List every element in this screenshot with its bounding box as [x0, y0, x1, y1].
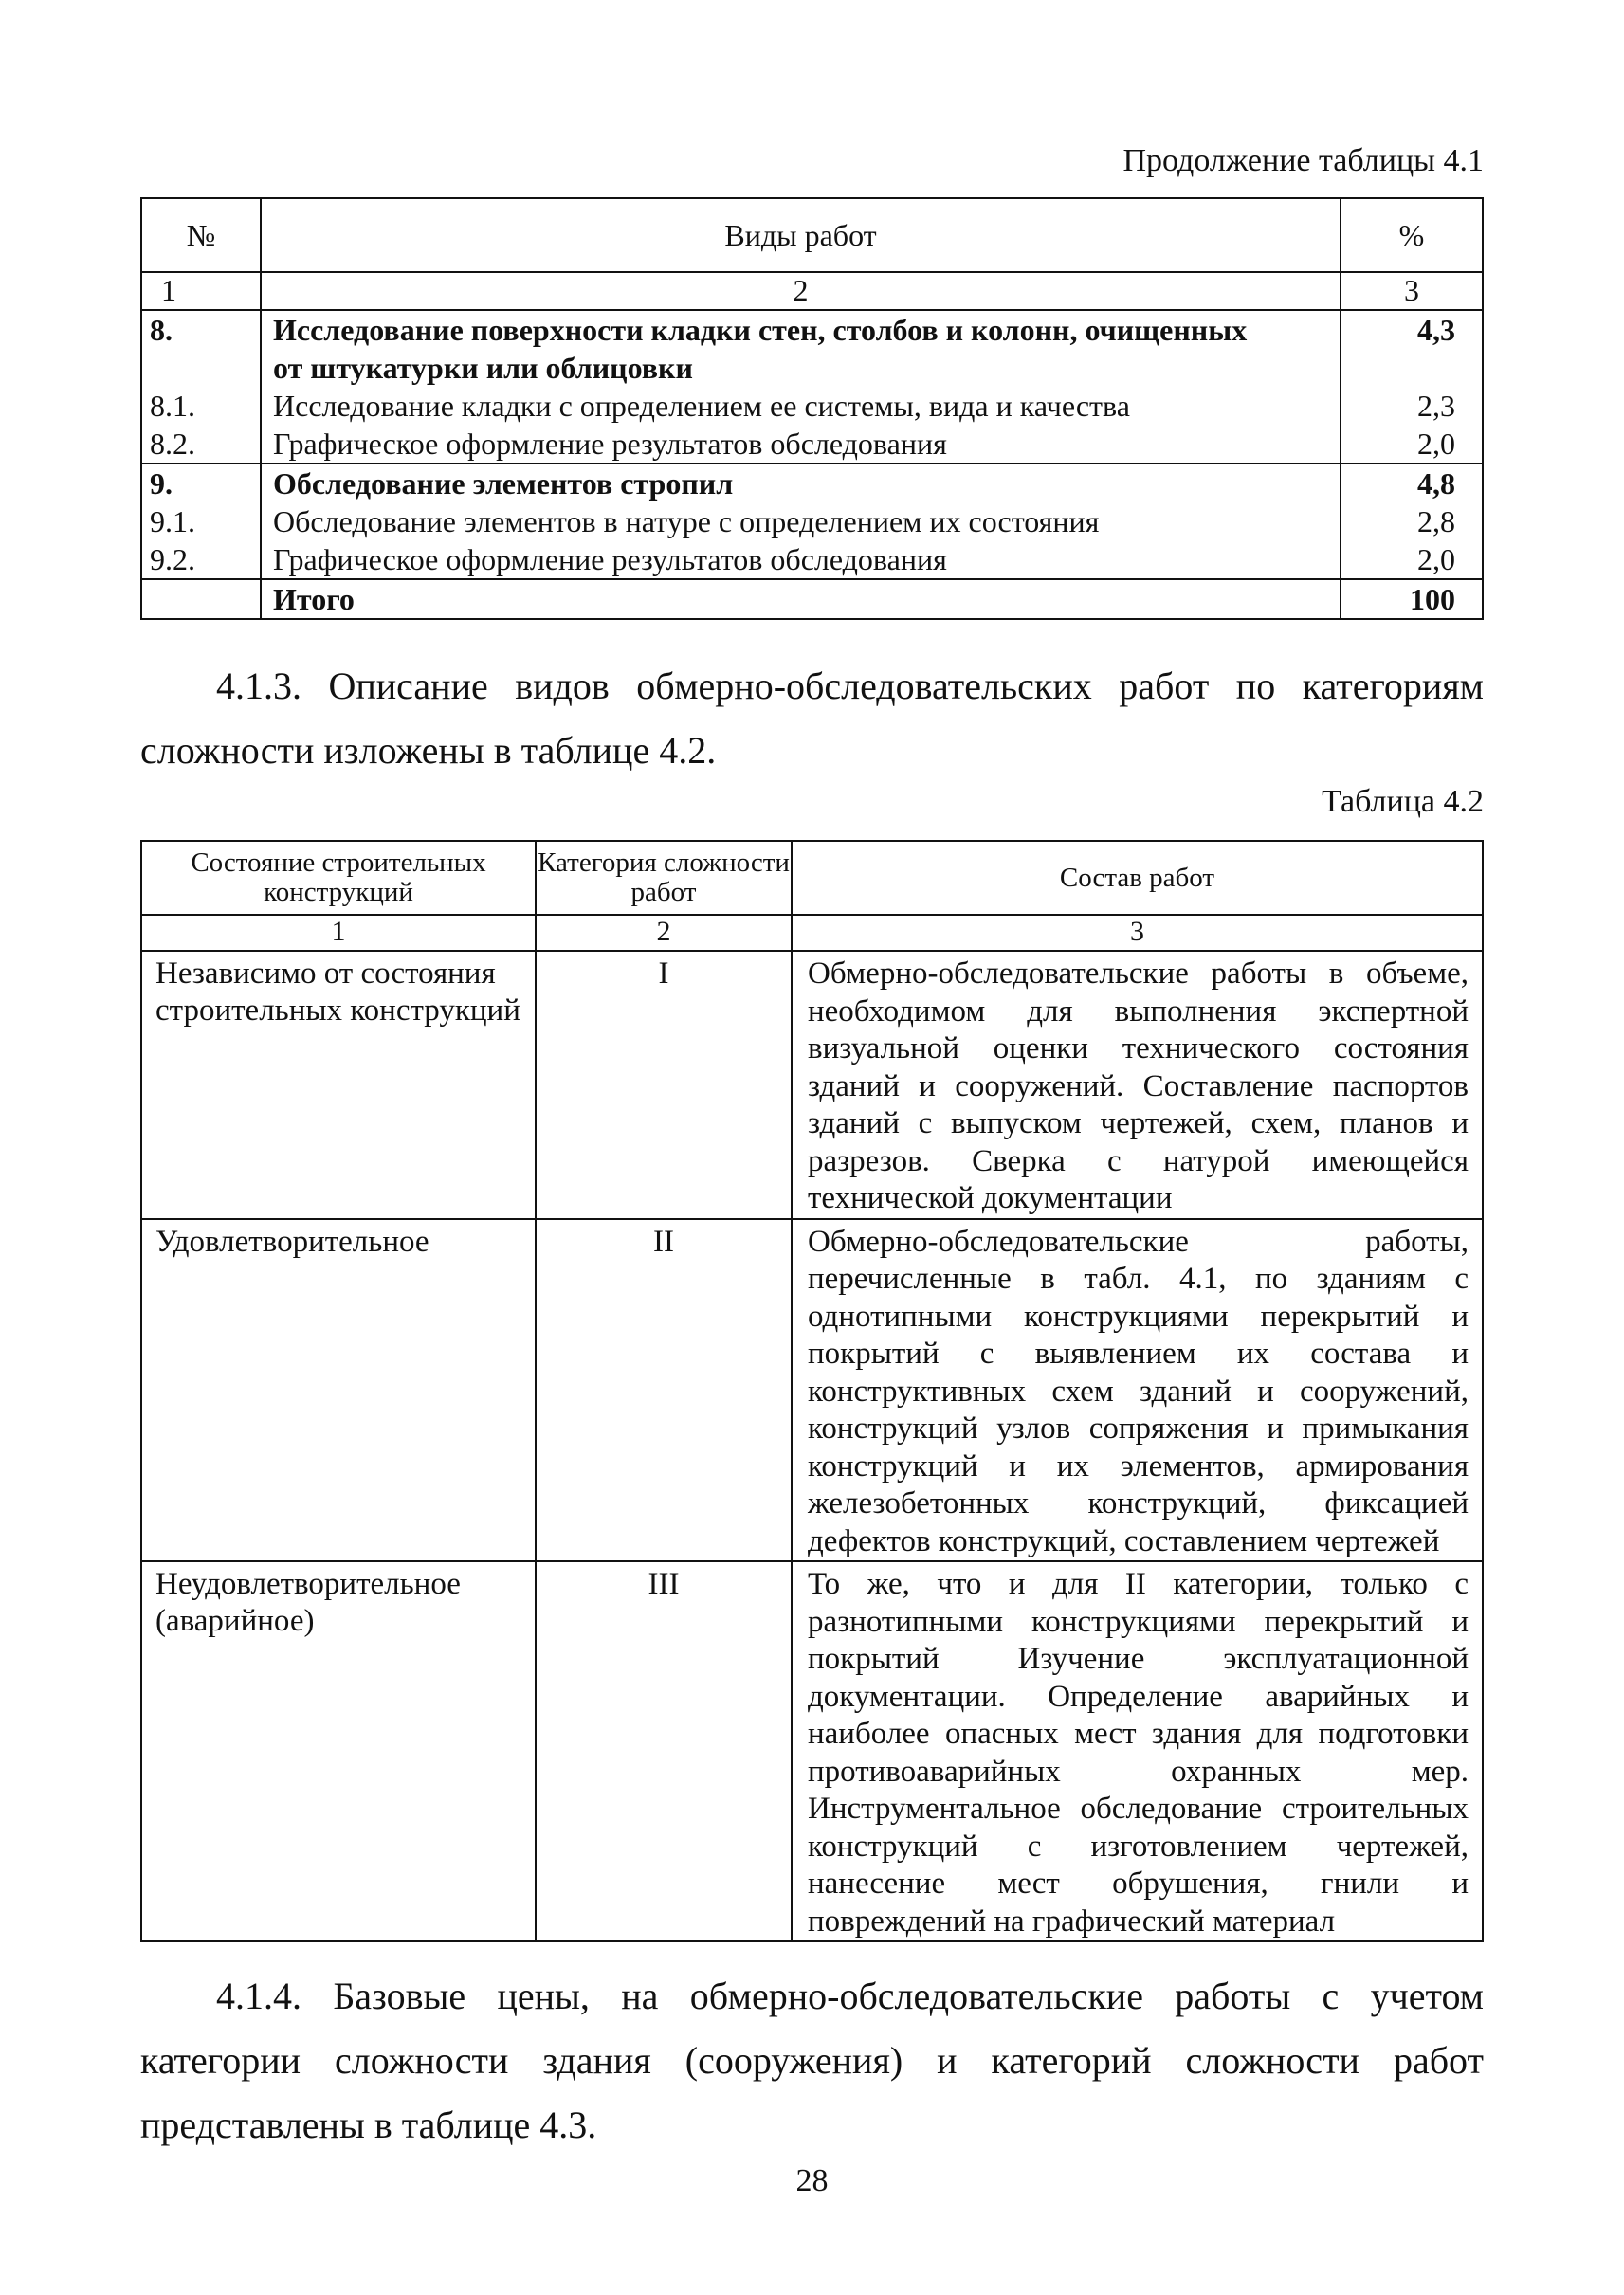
table2-state-cell: Неудовлетворительное (аварийное): [141, 1561, 536, 1941]
table2-category-cell: I: [536, 951, 792, 1219]
table1-colnum: 1: [141, 272, 261, 310]
paragraph-4-1-4: [140, 1964, 1484, 2158]
table2-row: [141, 1561, 1483, 1941]
table1-num-cell: [141, 464, 261, 579]
table2-header-category: Категория сложности работ: [536, 841, 792, 915]
table2-colnum: 3: [792, 915, 1483, 951]
table1-colnum: 2: [261, 272, 1341, 310]
table1-row-title: Графическое оформление результатов обследования: [273, 427, 947, 461]
table2-state-cell: Независимо от состояния строительных конструкций: [141, 951, 536, 1219]
table1-row-pct: 2,3: [1417, 389, 1455, 423]
table-4-1-continuation: [140, 197, 1484, 620]
table1-row-num: 9.2.: [150, 542, 195, 576]
table2-header-content: Состав работ: [792, 841, 1483, 915]
table1-row-title: Исследование кладки с определением ее системы, вида и качества: [273, 389, 1130, 423]
table2-colnum-row: [141, 915, 1483, 951]
table1-total-pct: 100: [1341, 579, 1483, 619]
table1-caption: Продолжение таблицы 4.1: [1122, 143, 1484, 178]
table1-header-row: [141, 198, 1483, 272]
table1-row-pct: 4,3: [1417, 313, 1455, 347]
table1-row-num: 9.: [150, 466, 173, 501]
table2-row: [141, 1219, 1483, 1562]
table1-total-label: Итого: [261, 579, 1341, 619]
table1-header-work: Виды работ: [261, 198, 1341, 272]
table1-row-title: от штукатурки или облицовки: [273, 351, 693, 385]
table1-colnum: 3: [1341, 272, 1483, 310]
table1-row-num-spacer: [150, 349, 260, 387]
table1-row-pct: 2,0: [1417, 427, 1455, 461]
table2-category-cell: III: [536, 1561, 792, 1941]
table1-row-pct-spacer: [1341, 349, 1455, 387]
table2-content-cell: То же, что и для II категории, только с разнотипными конструкциями перекрытий и покрытий Изучение эксплуатационной документации. Определение аварийных и наиболее опасных мест здания для подготовки противоаварийных охранных мер. Инструментальное обследование строительных конструкций с изготовлением чертежей, нанесение мест обрушения, гнили и повреждений на графический материал: [792, 1561, 1483, 1941]
table2-content-cell: Обмерно-обследовательские работы, перечисленные в табл. 4.1, по зданиям с однотипными конструкциями перекрытий и покрытий с выявлением их состава и конструктивных схем зданий и сооружений, конструкций узлов сопряжения и примыкания конструкций и их элементов, армирования железобетонных конструкций, фиксацией дефектов конструкций, составлением чертежей: [792, 1219, 1483, 1562]
table2-header-row: [141, 841, 1483, 915]
table2-row: [141, 951, 1483, 1219]
table2-category-cell: II: [536, 1219, 792, 1562]
table2-header-state: Состояние строительных конструкций: [141, 841, 536, 915]
table1-row-title: Графическое оформление результатов обследования: [273, 542, 947, 576]
table2-colnum: 2: [536, 915, 792, 951]
table2-colnum: 1: [141, 915, 536, 951]
table2-content-cell: Обмерно-обследовательские работы в объеме, необходимом для выполнения экспертной визуальной оценки технического состояния зданий и сооружений. Составление паспортов зданий с выпуском чертежей, схем, планов и разрезов. Сверка с натурой имеющейся технической документации: [792, 951, 1483, 1219]
table1-total-row: [141, 579, 1483, 619]
table2-state-cell: Удовлетворительное: [141, 1219, 536, 1562]
table1-row-num: 8.1.: [150, 389, 195, 423]
paragraph-text: 4.1.3. Описание видов обмерно-обследовательских работ по категориям сложности изложены в таблице 4.2.: [140, 665, 1484, 772]
table1-row-title: Обследование элементов стропил: [273, 466, 734, 501]
table1-work-cell: [261, 310, 1341, 464]
table1-num-cell: [141, 310, 261, 464]
table1-colnum-row: [141, 272, 1483, 310]
paragraph-4-1-3: [140, 654, 1484, 783]
table1-group-row: [141, 464, 1483, 579]
table1-row-num: 8.: [150, 313, 173, 347]
table1-group-row: [141, 310, 1483, 464]
table-4-2: [140, 840, 1484, 1942]
table1-row-num: [141, 579, 261, 619]
table1-row-pct: 2,8: [1417, 504, 1455, 538]
table1-work-cell: [261, 464, 1341, 579]
table1-row-num: 9.1.: [150, 504, 195, 538]
paragraph-text: 4.1.4. Базовые цены, на обмерно-обследовательские работы с учетом категории сложности здания (сооружения) и категорий сложности работ представлены в таблице 4.3.: [140, 1975, 1484, 2146]
table1-header-pct: %: [1341, 198, 1483, 272]
table1-header-num: №: [141, 198, 261, 272]
table1-row-pct: 2,0: [1417, 542, 1455, 576]
table2-caption: Таблица 4.2: [1322, 784, 1484, 819]
table1-row-title: Обследование элементов в натуре с определением их состояния: [273, 504, 1100, 538]
page-number: 28: [795, 2163, 829, 2198]
table1-row-num: 8.2.: [150, 427, 195, 461]
table1-pct-cell: [1341, 310, 1483, 464]
table1-pct-cell: [1341, 464, 1483, 579]
table1-row-title: Исследование поверхности кладки стен, столбов и колонн, очищенных: [273, 313, 1248, 347]
table1-row-pct: 4,8: [1417, 466, 1455, 501]
